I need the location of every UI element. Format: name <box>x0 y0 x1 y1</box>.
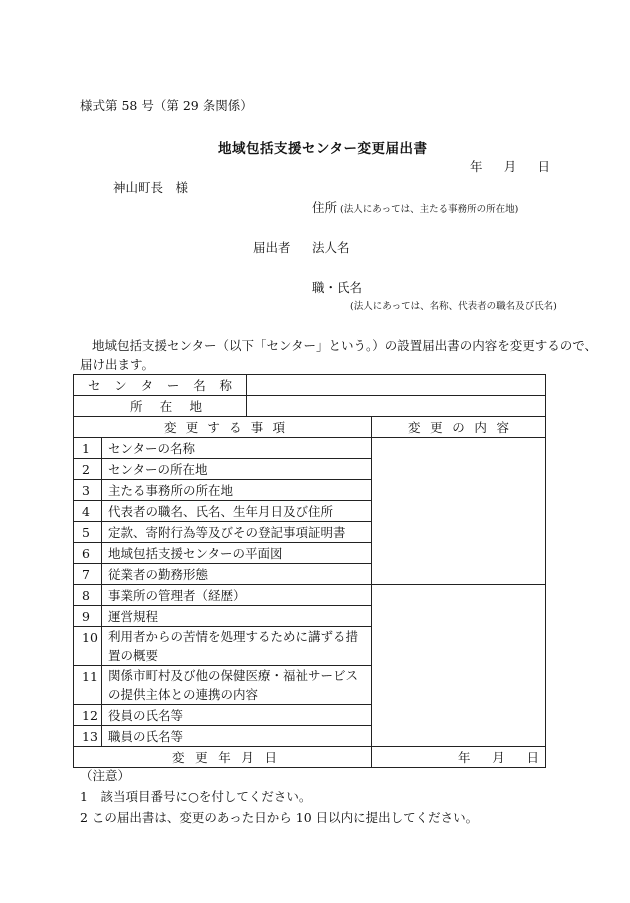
item-number: 4 <box>74 501 102 522</box>
address-note: (法人にあっては、主たる事務所の所在地) <box>340 204 519 215</box>
item-number: 10 <box>74 627 102 666</box>
item-text: 利用者からの苦情を処理するために講ずる措置の概要 <box>102 627 372 666</box>
item-number: 12 <box>74 705 102 726</box>
item-text: 代表者の職名、氏名、生年月日及び住所 <box>102 501 372 522</box>
address-label <box>312 198 518 216</box>
center-name-label: セ ン タ ー 名 称 <box>74 375 247 396</box>
item-text: 定款、寄附行為等及びその登記事項証明書 <box>102 522 372 543</box>
item-text: 従業者の勤務形態 <box>102 564 372 585</box>
item-number: 1 <box>74 438 102 459</box>
note-2: 2 この届出書は、変更のあった日から 10 日以内に提出してください。 <box>80 810 479 825</box>
document-title: 地域包括支援センター変更届出書 <box>218 141 428 157</box>
items-header: 変 更 す る 事 項 <box>74 417 372 438</box>
note-1: 1 該当項目番号に○を付してください。 <box>80 789 312 804</box>
table-row[interactable] <box>74 585 546 606</box>
item-text: 事業所の管理者（経歴） <box>102 585 372 606</box>
form-number: 様式第 58 号（第 29 条関係） <box>80 98 253 113</box>
location-input[interactable] <box>247 396 546 417</box>
item-number: 6 <box>74 543 102 564</box>
body-text-line1: 地域包括支援センター（以下「センター」という。）の設置届出書の内容を変更するので、 <box>92 338 598 353</box>
content-header: 変 更 の 内 容 <box>372 417 546 438</box>
location-label: 所 在 地 <box>74 396 247 417</box>
item-number: 11 <box>74 666 102 705</box>
date-month-label: 月 <box>503 159 517 174</box>
item-number: 3 <box>74 480 102 501</box>
item-number: 8 <box>74 585 102 606</box>
position-name-note: (法人にあっては、名称、代表者の職名及び氏名) <box>350 301 557 312</box>
center-name-input[interactable] <box>247 375 546 396</box>
item-text: 地域包括支援センターの平面図 <box>102 543 372 564</box>
item-number: 5 <box>74 522 102 543</box>
item-text: 主たる事務所の所在地 <box>102 480 372 501</box>
item-text: 運営規程 <box>102 606 372 627</box>
date-line <box>470 157 550 175</box>
change-date-row <box>74 747 546 768</box>
change-date-input[interactable]: 年 月 日 <box>372 747 546 768</box>
change-date-label: 変 更 年 月 日 <box>74 747 372 768</box>
applicant-label: 届出者 <box>253 240 291 255</box>
addressee: 神山町長 様 <box>113 180 189 195</box>
corporation-name-label: 法人名 <box>312 240 350 255</box>
change-content-input-2[interactable] <box>372 585 546 747</box>
position-name-label: 職・氏名 <box>312 280 363 295</box>
address-label-text: 住所 <box>312 200 338 215</box>
date-day-label: 日 <box>537 159 550 174</box>
change-form-table <box>73 374 546 768</box>
body-text-line2: 届け出ます。 <box>80 357 155 372</box>
item-text: 関係市町村及び他の保健医療・福祉サービスの提供主体との連携の内容 <box>102 666 372 705</box>
change-content-input-1[interactable] <box>372 438 546 585</box>
item-text: センターの名称 <box>102 438 372 459</box>
notes-heading: （注意） <box>80 768 131 783</box>
location-row <box>74 396 546 417</box>
item-number: 13 <box>74 726 102 747</box>
item-number: 9 <box>74 606 102 627</box>
center-name-row <box>74 375 546 396</box>
item-number: 7 <box>74 564 102 585</box>
date-year-label: 年 <box>470 159 483 174</box>
header-row <box>74 417 546 438</box>
item-text: 役員の氏名等 <box>102 705 372 726</box>
item-text: センターの所在地 <box>102 459 372 480</box>
item-text: 職員の氏名等 <box>102 726 372 747</box>
table-row[interactable] <box>74 438 546 459</box>
item-number: 2 <box>74 459 102 480</box>
